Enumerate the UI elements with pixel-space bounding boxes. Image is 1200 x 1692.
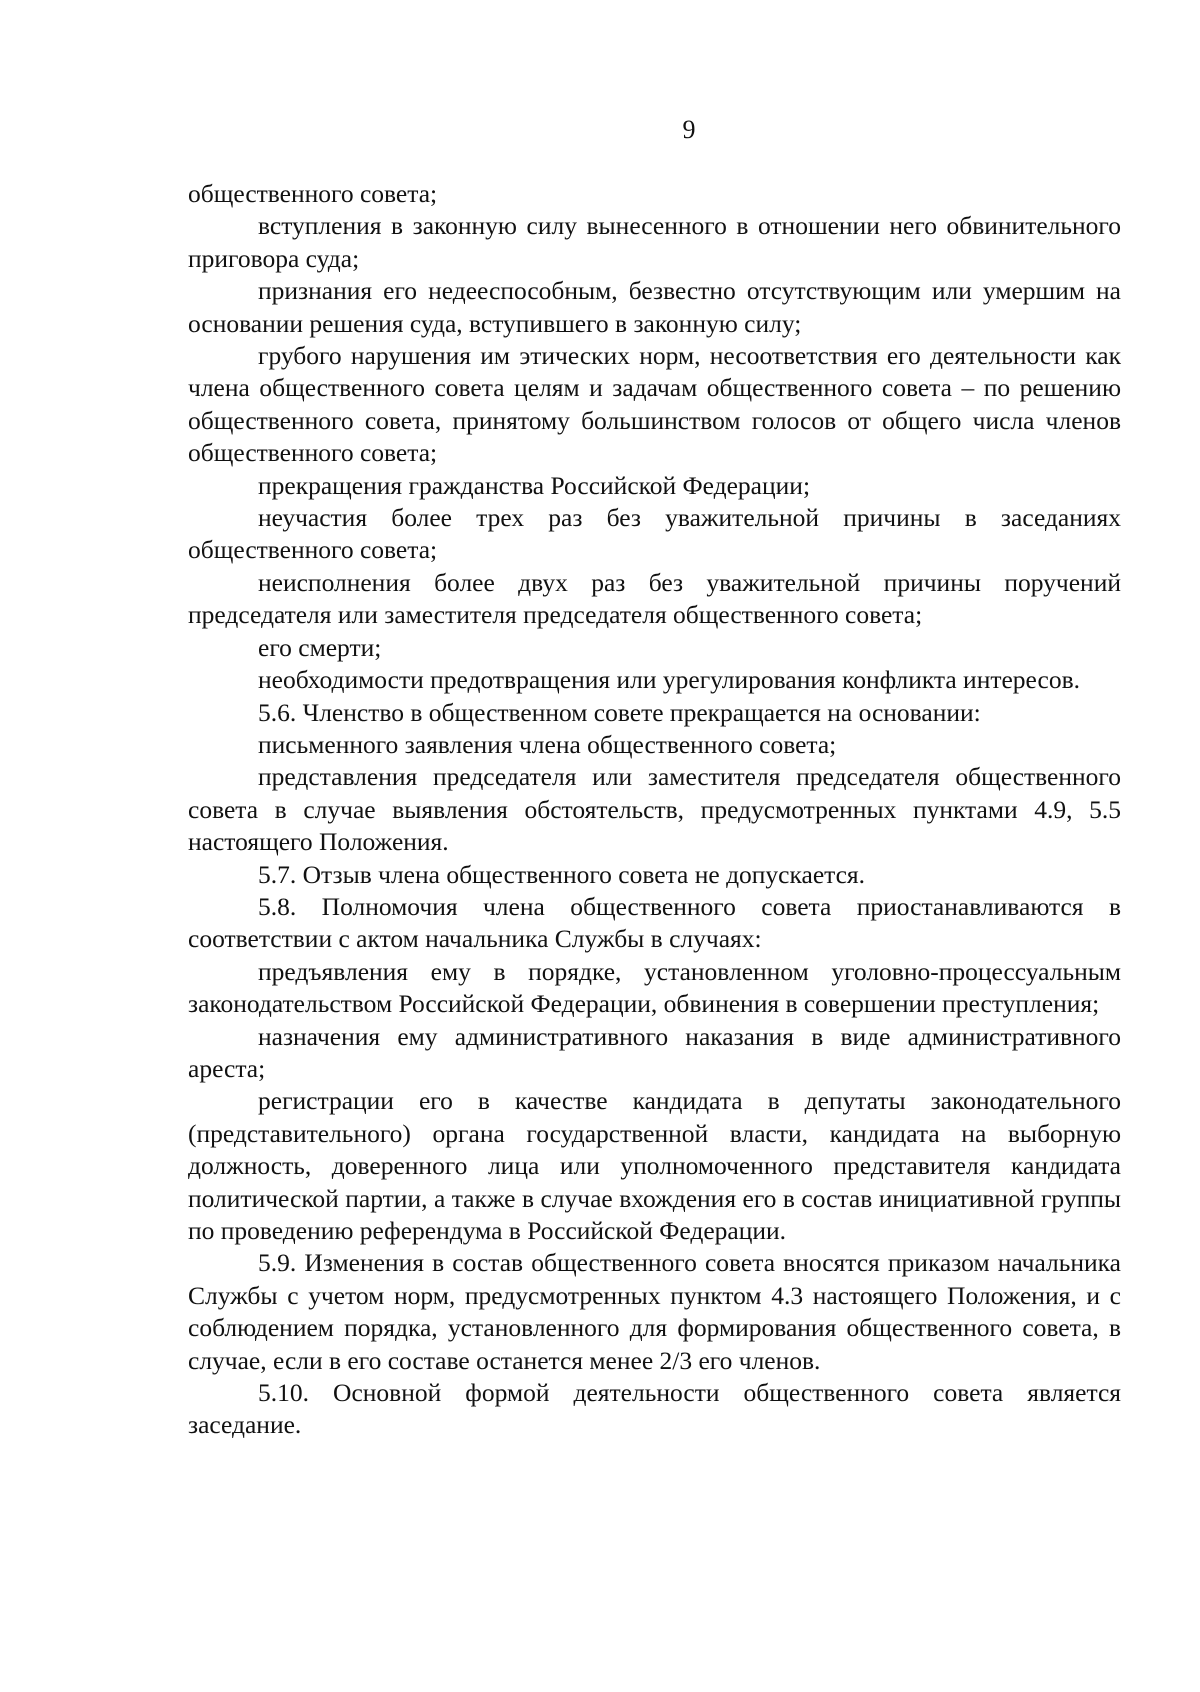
paragraph: 5.10. Основной формой деятельности общественного совета является заседание. [188,1378,1121,1440]
paragraph: неисполнения более двух раз без уважительной причины поручений председателя или заместителя председателя общественного совета; [188,567,1121,630]
paragraph: представления председателя или заместителя председателя общественного совета в случае выявления обстоятельств, предусмотренных пунктами 4.9, 5.5 настоящего Положения. [188,762,1121,857]
page-number: 9 [682,115,696,144]
paragraph: 5.8. Полномочия члена общественного совета приостанавливаются в соответствии с актом начальника Службы в случаях: [188,891,1121,954]
paragraph: общественного совета; [188,179,438,208]
paragraph: его смерти; [258,632,382,662]
paragraph: вступления в законную силу вынесенного в отношении него обвинительного приговора суда; [188,211,1121,273]
paragraph: необходимости предотвращения или урегулирования конфликта интересов. [258,665,1080,695]
paragraph: неучастия более трех раз без уважительной причины в заседаниях общественного совета; [188,503,1121,565]
paragraph: регистрации его в качестве кандидата в депутаты законодательного (представительного) органа государственной власти, кандидата на выборную должность, доверенного лица или уполномоченного представителя кандидата политической партии, а также в случае вхождения его в состав инициативной группы по проведению референдума в Российской Федерации. [188,1086,1121,1245]
paragraph: 5.9. Изменения в состав общественного совета вносятся приказом начальника Службы с учетом норм, предусмотренных пунктом 4.3 настоящего Положения, и с соблюдением порядка, установленного для формирования общественного совета, в случае, если в его составе останется менее 2/3 его членов. [188,1248,1121,1375]
paragraph: 5.7. Отзыв члена общественного совета не допускается. [258,859,866,889]
paragraph: признания его недееспособным, безвестно отсутствующим или умершим на основании решения суда, вступившего в законную силу; [188,276,1121,338]
paragraph: 5.6. Членство в общественном совете прекращается на основании: [258,697,981,727]
paragraph: грубого нарушения им этических норм, несоответствия его деятельности как члена общественного совета целям и задачам общественного совета – по решению общественного совета, принятому большинством голосов от общего числа членов общественного совета; [188,341,1121,468]
paragraph: прекращения гражданства Российской Федерации; [258,470,811,500]
paragraph: предъявления ему в порядке, установленном уголовно-процессуальным законодательством Российской Федерации, обвинения в совершении преступления; [188,956,1121,1019]
paragraph: назначения ему административного наказания в виде административного ареста; [188,1021,1121,1083]
paragraph: письменного заявления члена общественного совета; [258,729,837,759]
document-body [188,178,1121,1442]
